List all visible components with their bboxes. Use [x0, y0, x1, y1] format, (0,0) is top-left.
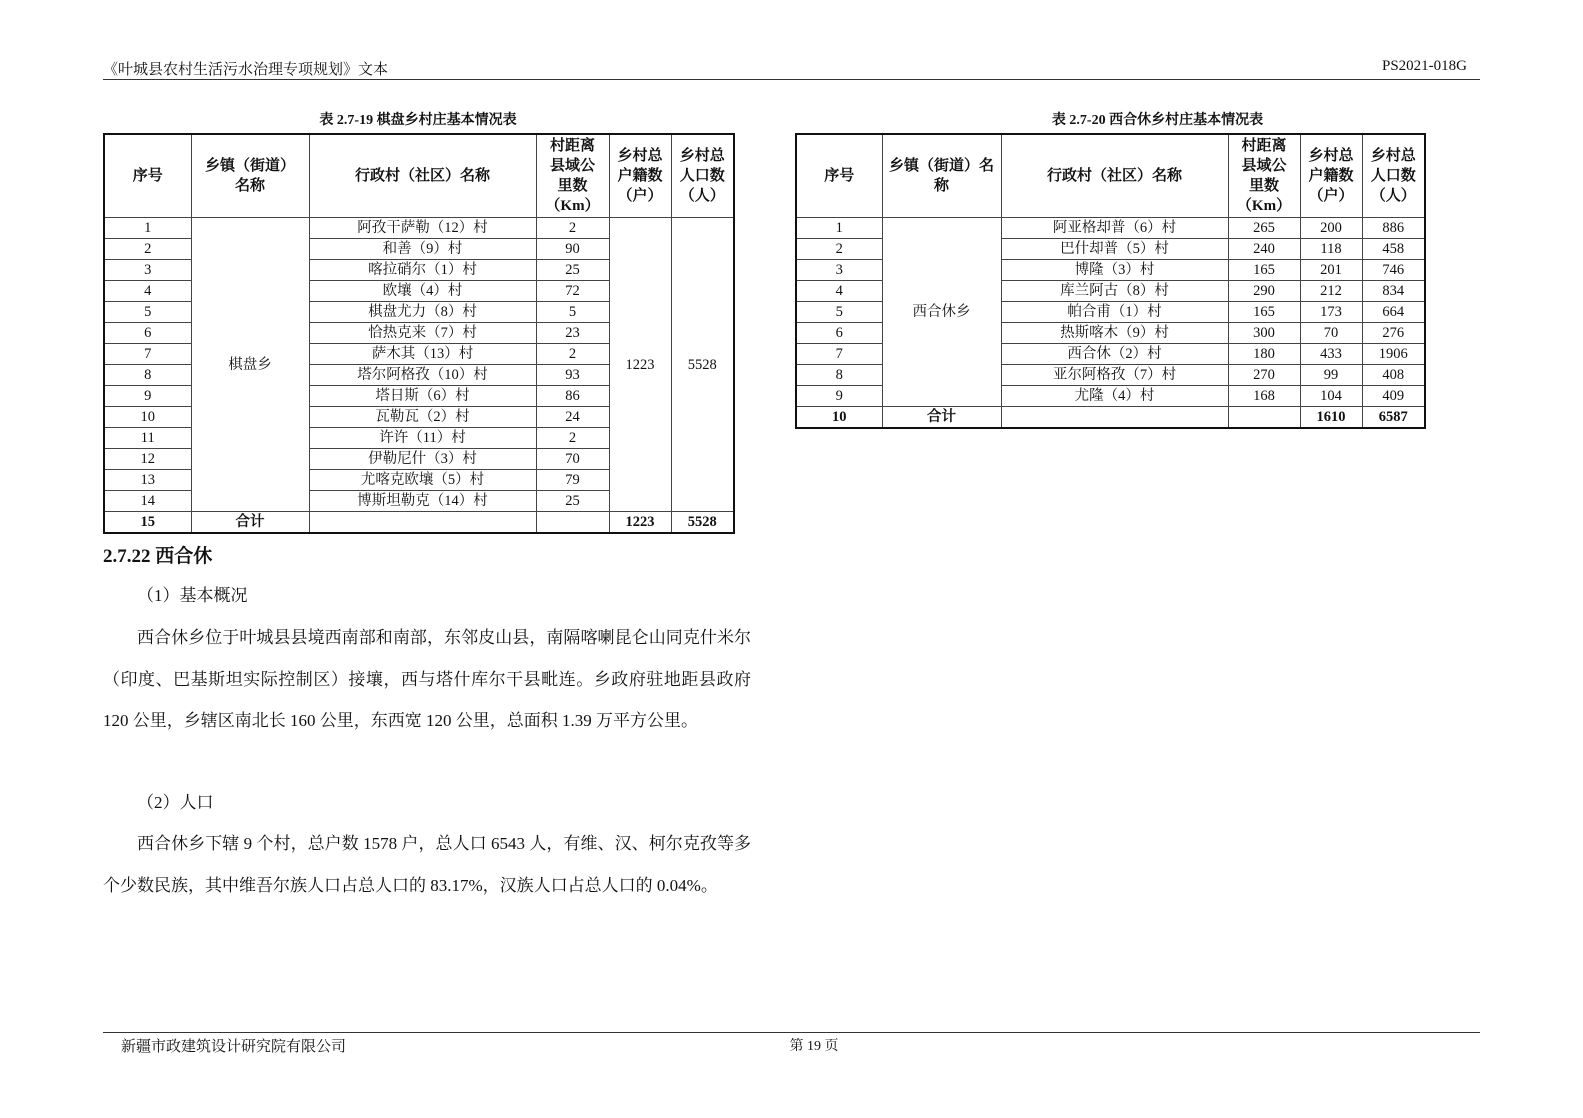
cell-village: 阿孜干萨勒（12）村: [309, 218, 536, 239]
cell-population: 458: [1362, 239, 1425, 260]
cell-no: 4: [796, 281, 882, 302]
cell-no: 10: [104, 407, 191, 428]
cell-village: 亚尔阿格孜（7）村: [1001, 365, 1228, 386]
col-header-population: 乡村总人口数（人）: [1362, 134, 1425, 218]
cell-households: 200: [1300, 218, 1362, 239]
cell-no: 9: [796, 386, 882, 407]
cell-village: 许许（11）村: [309, 428, 536, 449]
cell-no: 10: [796, 407, 882, 429]
col-header-no: 序号: [796, 134, 882, 218]
col-header-no: 序号: [104, 134, 191, 218]
cell-population: 886: [1362, 218, 1425, 239]
cell-village: 塔日斯（6）村: [309, 386, 536, 407]
cell-population: 408: [1362, 365, 1425, 386]
cell-village: 尤喀克欧壤（5）村: [309, 470, 536, 491]
col-header-village: 行政村（社区）名称: [309, 134, 536, 218]
cell-distance: 2: [536, 344, 609, 365]
cell-no: 15: [104, 512, 191, 534]
cell-no: 2: [796, 239, 882, 260]
cell-population: 5528: [671, 512, 734, 534]
cell-population: 409: [1362, 386, 1425, 407]
cell-no: 3: [796, 260, 882, 281]
footer-rule: [103, 1032, 1480, 1033]
cell-distance: 2: [536, 218, 609, 239]
cell-village: [1001, 407, 1228, 429]
cell-village: 伊勒尼什（3）村: [309, 449, 536, 470]
cell-no: 1: [104, 218, 191, 239]
qipan-village-table: [103, 133, 735, 534]
cell-no: 6: [104, 323, 191, 344]
cell-village: 喀拉硝尔（1）村: [309, 260, 536, 281]
cell-distance: 25: [536, 491, 609, 512]
cell-households: 1223: [609, 512, 671, 534]
cell-distance: 72: [536, 281, 609, 302]
cell-distance: 86: [536, 386, 609, 407]
col-header-population: 乡村总人口数（人）: [671, 134, 734, 218]
cell-distance: 25: [536, 260, 609, 281]
cell-distance: 24: [536, 407, 609, 428]
cell-total-label: 合计: [191, 512, 309, 534]
cell-no: 12: [104, 449, 191, 470]
cell-distance: 165: [1228, 260, 1300, 281]
table2-caption: 表 2.7-20 西合休乡村庄基本情况表: [1051, 113, 1264, 128]
cell-no: 9: [104, 386, 191, 407]
cell-village: 和善（9）村: [309, 239, 536, 260]
cell-no: 5: [104, 302, 191, 323]
cell-no: 13: [104, 470, 191, 491]
cell-village: 西合休（2）村: [1001, 344, 1228, 365]
col-header-township: 乡镇（街道）名称: [882, 134, 1001, 218]
cell-distance: 165: [1228, 302, 1300, 323]
cell-no: 7: [796, 344, 882, 365]
cell-population: 664: [1362, 302, 1425, 323]
cell-village: 恰热克来（7）村: [309, 323, 536, 344]
cell-distance: 70: [536, 449, 609, 470]
cell-distance: 180: [1228, 344, 1300, 365]
cell-distance: 270: [1228, 365, 1300, 386]
cell-no: 5: [796, 302, 882, 323]
cell-village: 巴什却普（5）村: [1001, 239, 1228, 260]
cell-distance: 90: [536, 239, 609, 260]
cell-village: 欧壤（4）村: [309, 281, 536, 302]
document-header-title: 《叶城县农村生活污水治理专项规划》文本: [103, 62, 389, 78]
cell-village: [309, 512, 536, 534]
cell-distance: 79: [536, 470, 609, 491]
cell-distance: [1228, 407, 1300, 429]
cell-no: 3: [104, 260, 191, 281]
col-header-township: 乡镇（街道）名称: [191, 134, 309, 218]
cell-village: 博斯坦勒克（14）村: [309, 491, 536, 512]
cell-village: 帕合甫（1）村: [1001, 302, 1228, 323]
section-heading: 2.7.22 西合休: [103, 546, 213, 567]
cell-households: 1223: [609, 218, 671, 512]
cell-distance: 23: [536, 323, 609, 344]
cell-village: 热斯喀木（9）村: [1001, 323, 1228, 344]
cell-population: 834: [1362, 281, 1425, 302]
cell-households: 212: [1300, 281, 1362, 302]
cell-village: 阿亚格却普（6）村: [1001, 218, 1228, 239]
cell-households: 70: [1300, 323, 1362, 344]
cell-households: 1610: [1300, 407, 1362, 429]
col-header-distance: 村距离县域公里数（Km）: [1228, 134, 1300, 218]
document-code: PS2021-018G: [1381, 58, 1467, 74]
cell-no: 8: [104, 365, 191, 386]
cell-population: 5528: [671, 218, 734, 512]
cell-no: 4: [104, 281, 191, 302]
cell-village: 尤隆（4）村: [1001, 386, 1228, 407]
cell-no: 6: [796, 323, 882, 344]
cell-population: 6587: [1362, 407, 1425, 429]
cell-no: 8: [796, 365, 882, 386]
cell-population: 276: [1362, 323, 1425, 344]
cell-households: 173: [1300, 302, 1362, 323]
table-total-row: [104, 512, 734, 534]
cell-population: 746: [1362, 260, 1425, 281]
cell-households: 104: [1300, 386, 1362, 407]
paragraph-overview: 西合休乡位于叶城县县境西南部和南部，东邻皮山县，南隔喀喇昆仑山同克什米尔（印度、巴基斯坦实际控制区）接壤，西与塔什库尔干县毗连。乡政府驻地距县政府 120 公里，乡辖区南北长 160 公里，东西宽 120 公里，总面积 1.39 万平方公里。: [103, 628, 751, 730]
cell-no: 11: [104, 428, 191, 449]
col-header-households: 乡村总户籍数（户）: [1300, 134, 1362, 218]
cell-distance: 168: [1228, 386, 1300, 407]
cell-total-label: 合计: [882, 407, 1001, 429]
cell-township: 棋盘乡: [191, 218, 309, 512]
paragraph-population: 西合休乡下辖 9 个村，总户数 1578 户，总人口 6543 人，有维、汉、柯尔克孜等多个少数民族，其中维吾尔族人口占总人口的 83.17%，汉族人口占总人口的 0.04%。: [103, 834, 751, 895]
cell-households: 433: [1300, 344, 1362, 365]
cell-no: 14: [104, 491, 191, 512]
cell-distance: 2: [536, 428, 609, 449]
cell-households: 99: [1300, 365, 1362, 386]
cell-population: 1906: [1362, 344, 1425, 365]
cell-distance: 240: [1228, 239, 1300, 260]
cell-village: 库兰阿古（8）村: [1001, 281, 1228, 302]
table1-caption: 表 2.7-19 棋盘乡村庄基本情况表: [319, 113, 517, 128]
col-header-distance: 村距离县域公里数（Km）: [536, 134, 609, 218]
xihexiu-village-table: [795, 133, 1426, 429]
cell-village: 博隆（3）村: [1001, 260, 1228, 281]
table-row: [104, 218, 734, 239]
cell-distance: 300: [1228, 323, 1300, 344]
cell-distance: 5: [536, 302, 609, 323]
col-header-village: 行政村（社区）名称: [1001, 134, 1228, 218]
col-header-households: 乡村总户籍数（户）: [609, 134, 671, 218]
cell-distance: 265: [1228, 218, 1300, 239]
cell-households: 201: [1300, 260, 1362, 281]
table-total-row: [796, 407, 1425, 429]
cell-village: 萨木其（13）村: [309, 344, 536, 365]
cell-no: 7: [104, 344, 191, 365]
cell-distance: [536, 512, 609, 534]
cell-distance: 93: [536, 365, 609, 386]
cell-village: 塔尔阿格孜（10）村: [309, 365, 536, 386]
subheading-overview: （1）基本概况: [137, 586, 248, 605]
header-rule: [103, 79, 1480, 80]
cell-no: 2: [104, 239, 191, 260]
cell-households: 118: [1300, 239, 1362, 260]
cell-village: 棋盘尤力（8）村: [309, 302, 536, 323]
cell-village: 瓦勒瓦（2）村: [309, 407, 536, 428]
table-row: [796, 218, 1425, 239]
cell-no: 1: [796, 218, 882, 239]
footer-organization: 新疆市政建筑设计研究院有限公司: [121, 1039, 347, 1055]
cell-distance: 290: [1228, 281, 1300, 302]
subheading-population: （2）人口: [137, 793, 214, 812]
page-number: 第 19 页: [789, 1039, 839, 1054]
cell-township: 西合休乡: [882, 218, 1001, 407]
